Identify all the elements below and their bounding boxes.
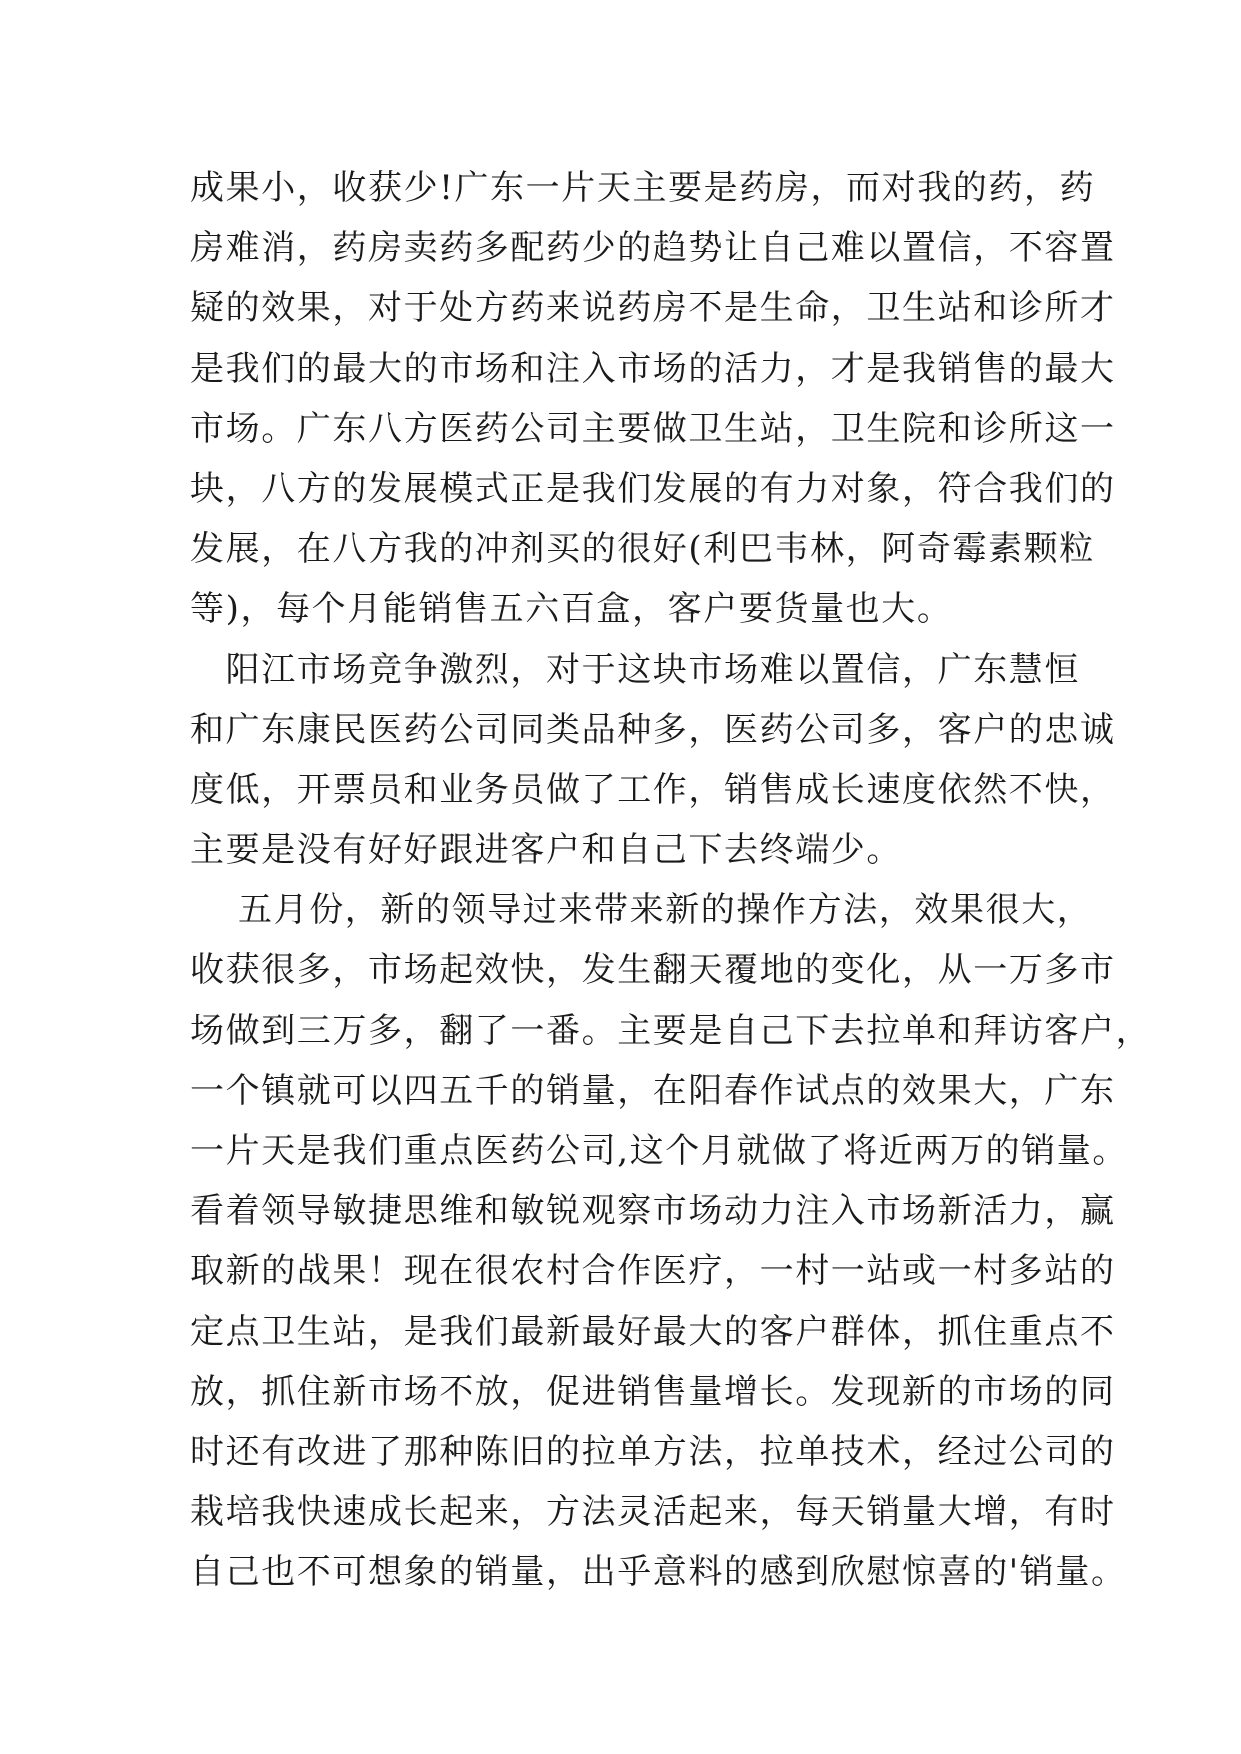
text-line-8: 等)，每个月能销售五六百盒，客户要货量也大。 bbox=[190, 589, 953, 630]
text-line-13: 五月份，新的领导过来带来新的操作方法，效果很大， bbox=[190, 890, 1093, 931]
text-line-17: 一片天是我们重点医药公司,这个月就做了将近两万的销量。 bbox=[190, 1131, 1129, 1171]
text-line-15: 场做到三万多，翻了一番。主要是自己下去拉单和拜访客户， bbox=[190, 1010, 1152, 1051]
text-line-6: 块，八方的发展模式正是我们发展的有力对象，符合我们的 bbox=[190, 468, 1116, 509]
text-line-9: 阳江市场竞争激烈，对于这块市场难以置信，广东慧恒 bbox=[190, 649, 1080, 690]
text-line-24: 自己也不可想象的销量，出乎意料的感到欣慰惊喜的'销量。 bbox=[190, 1552, 1127, 1593]
text-line-5: 市场。广东八方医药公司主要做卫生站，卫生院和诊所这一 bbox=[190, 408, 1116, 449]
text-line-12: 主要是没有好好跟进客户和自己下去终端少。 bbox=[190, 830, 902, 871]
text-line-21: 放，抓住新市场不放，促进销售量增长。发现新的市场的同 bbox=[190, 1371, 1116, 1412]
text-line-10: 和广东康民医药公司同类品种多，医药公司多，客户的忠诚 bbox=[190, 709, 1116, 750]
text-line-11: 度低，开票员和业务员做了工作，销售成长速度依然不快， bbox=[190, 769, 1116, 810]
body-text bbox=[190, 158, 1152, 1603]
text-line-19: 取新的战果！现在很农村合作医疗，一村一站或一村多站的 bbox=[190, 1251, 1116, 1292]
text-line-7: 发展，在八方我的冲剂买的很好(利巴韦林，阿奇霉素颗粒 bbox=[190, 529, 1095, 570]
text-line-2: 房难消，药房卖药多配药少的趋势让自己难以置信，不容置 bbox=[190, 228, 1116, 269]
text-line-14: 收获很多，市场起效快，发生翻天覆地的变化，从一万多市 bbox=[190, 950, 1116, 991]
text-line-22: 时还有改进了那种陈旧的拉单方法，拉单技术，经过公司的 bbox=[190, 1431, 1116, 1472]
text-line-20: 定点卫生站，是我们最新最好最大的客户群体，抓住重点不 bbox=[190, 1311, 1116, 1352]
text-line-1: 成果小，收获少!广东一片天主要是药房，而对我的药，药 bbox=[190, 168, 1096, 208]
text-line-3: 疑的效果，对于处方药来说药房不是生命，卫生站和诊所才 bbox=[190, 288, 1116, 329]
text-line-4: 是我们的最大的市场和注入市场的活力，才是我销售的最大 bbox=[190, 348, 1116, 389]
text-line-23: 栽培我快速成长起来，方法灵活起来，每天销量大增，有时 bbox=[190, 1492, 1116, 1533]
text-line-16: 一个镇就可以四五千的销量，在阳春作试点的效果大，广东 bbox=[190, 1070, 1116, 1111]
text-line-18: 看着领导敏捷思维和敏锐观察市场动力注入市场新活力，赢 bbox=[190, 1191, 1116, 1232]
